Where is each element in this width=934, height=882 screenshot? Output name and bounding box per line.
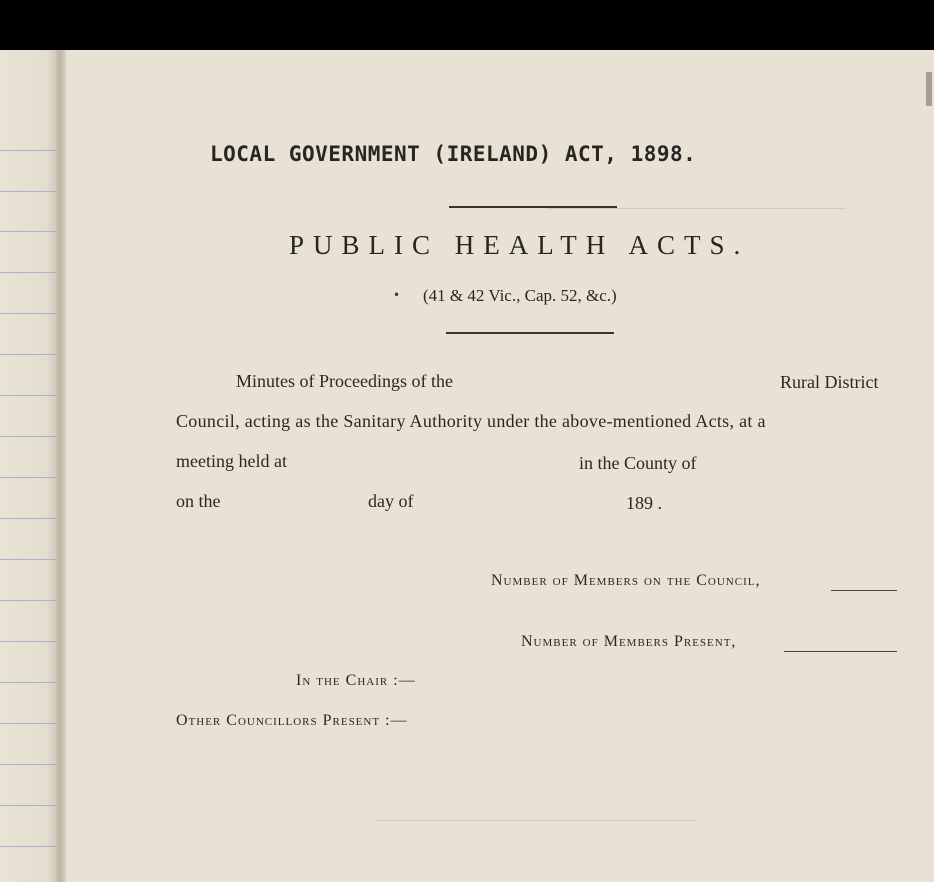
- minutes-line4-on-the: on the: [176, 491, 221, 511]
- bleed-through-line: [376, 820, 696, 821]
- ruled-line: [0, 436, 58, 437]
- ruled-line: [0, 559, 58, 560]
- minutes-line4-year: 189 .: [626, 493, 662, 513]
- in-the-chair-label: In the Chair :—: [296, 672, 416, 689]
- bullet-mark: •: [393, 288, 401, 302]
- members-present-blank: [784, 651, 897, 652]
- minutes-line4-day-of: day of: [368, 491, 414, 511]
- members-on-council-label: Number of Members on the Council,: [491, 572, 761, 589]
- document-page: [66, 50, 934, 882]
- ruled-line: [0, 272, 58, 273]
- facing-page-ruled: [0, 50, 58, 882]
- ruled-line: [0, 723, 58, 724]
- ruled-line: [0, 518, 58, 519]
- minutes-line3-left: meeting held at: [176, 451, 287, 471]
- members-present-label: Number of Members Present,: [521, 633, 737, 650]
- acts-heading: PUBLIC HEALTH ACTS.: [289, 230, 750, 260]
- ruled-line: [0, 231, 58, 232]
- bleed-through-line: [546, 208, 846, 209]
- ruled-line: [0, 641, 58, 642]
- ruled-line: [0, 846, 58, 847]
- title-rule-bottom: [446, 332, 614, 334]
- minutes-line1-right: Rural District: [780, 372, 879, 392]
- ruled-line: [0, 191, 58, 192]
- ruled-line: [0, 600, 58, 601]
- ruled-line: [0, 354, 58, 355]
- ruled-line: [0, 477, 58, 478]
- other-councillors-label: Other Councillors Present :—: [176, 712, 408, 729]
- black-header-band: [0, 0, 934, 50]
- minutes-line3-right: in the County of: [579, 453, 697, 473]
- act-title: LOCAL GOVERNMENT (IRELAND) ACT, 1898.: [210, 142, 697, 166]
- ruled-line: [0, 764, 58, 765]
- statute-reference: (41 & 42 Vic., Cap. 52, &c.): [423, 286, 617, 305]
- minutes-line1-left: Minutes of Proceedings of the: [236, 371, 453, 391]
- ruled-line: [0, 682, 58, 683]
- members-on-council-blank: [831, 590, 897, 591]
- book-gutter: [56, 50, 66, 882]
- ruled-line: [0, 395, 58, 396]
- ruled-line: [0, 150, 58, 151]
- title-rule-top: [449, 206, 617, 208]
- ruled-line: [0, 313, 58, 314]
- minutes-line2: Council, acting as the Sanitary Authority under the above-mentioned Acts, at a: [176, 411, 766, 431]
- ruled-line: [0, 805, 58, 806]
- page-edge-mark: [926, 72, 932, 106]
